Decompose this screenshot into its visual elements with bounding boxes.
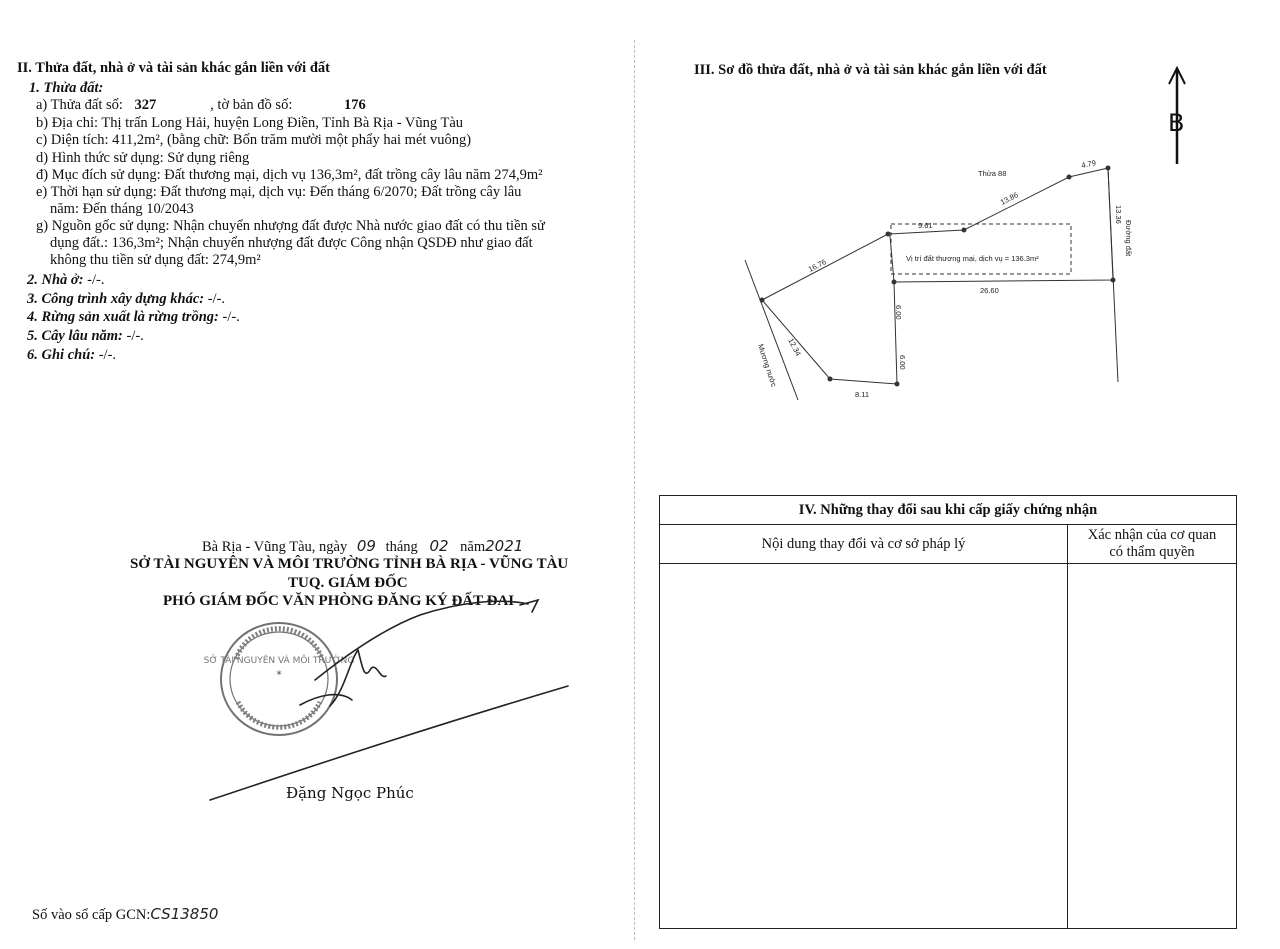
- authority-delegation: TUQ. GIÁM ĐỐC: [288, 575, 408, 591]
- north-label: B: [1168, 109, 1185, 137]
- section-4-title: IV. Những thay đổi sau khi cấp giấy chứng nhận: [660, 496, 1237, 525]
- changes-confirmation-cell: [1068, 564, 1237, 929]
- item-1-title: 1. Thửa đất:: [29, 80, 104, 96]
- parcel-number-label: a) Thửa đất số:: [36, 97, 123, 113]
- dim-12-34: 12.34: [786, 336, 803, 358]
- stamp-text: SỞ TÀI NGUYÊN VÀ MÔI TRƯỜNG: [203, 656, 355, 666]
- address-line: b) Địa chỉ: Thị trấn Long Hải, huyện Long Điền, Tỉnh Bà Rịa - Vũng Tàu: [36, 115, 464, 131]
- parcel-boundary: [762, 168, 1113, 384]
- changes-table: [659, 495, 1237, 929]
- dim-13-86: 13.86: [998, 190, 1020, 207]
- usage-term-line: e) Thời hạn sử dụng: Đất thương mại, dịch vụ: Đến tháng 6/2070; Đất trồng cây lâu: [36, 184, 522, 200]
- dim-16-76: 16.76: [806, 257, 828, 274]
- signing-day: 09: [356, 537, 376, 555]
- north-arrow-icon: [1160, 66, 1196, 166]
- authority-name: SỞ TÀI NGUYÊN VÀ MÔI TRƯỜNG TỈNH BÀ RỊA - VŨNG TÀU: [130, 556, 569, 572]
- section-2-title: II. Thửa đất, nhà ở và tài sản khác gắn liền với đất: [17, 60, 330, 76]
- section-3-title: III. Sơ đồ thửa đất, nhà ở và tài sản khác gắn liền với đất: [694, 62, 1047, 78]
- signing-month: 02: [429, 537, 449, 555]
- item-other-construction: 3. Công trình xây dựng khác: -/-.: [27, 291, 226, 307]
- dim-4-79: 4.79: [1080, 158, 1097, 170]
- signing-place: Bà Rịa - Vũng Tàu, ngày: [202, 539, 348, 555]
- origin-line: g) Nguồn gốc sử dụng: Nhận chuyển nhượng đất được Nhà nước giao đất có thu tiền sử: [36, 218, 545, 234]
- dim-8-11: 8.11: [855, 390, 870, 399]
- canal-label: Mương nước: [756, 342, 779, 388]
- changes-content-cell: [660, 564, 1068, 929]
- commercial-zone: [891, 224, 1071, 274]
- signing-year: 2021: [485, 537, 524, 555]
- area-line: c) Diện tích: 411,2m², (bằng chữ: Bốn trăm mười một phẩy hai mét vuông): [36, 132, 472, 148]
- authority-title: PHÓ GIÁM ĐỐC VĂN PHÒNG ĐĂNG KÝ ĐẤT ĐAI: [163, 593, 515, 609]
- map-sheet-number: 176: [343, 97, 366, 113]
- dim-6-00-a: 6.00: [894, 305, 903, 320]
- registry-number-line: [32, 905, 218, 924]
- dim-13-36: 13.36: [1114, 205, 1123, 224]
- origin-line-2: dụng đất.: 136,3m²; Nhận chuyển nhượng đất được Công nhận QSDĐ như giao đất: [50, 235, 533, 251]
- dim-9-61: 9.61: [918, 221, 933, 230]
- registry-label: Số vào sổ cấp GCN:: [32, 907, 151, 923]
- item-perennial-trees: 5. Cây lâu năm: -/-.: [27, 328, 144, 344]
- zone-label: Vị trí đất thương mại, dịch vụ = 136.3m²: [906, 254, 1039, 263]
- dim-26-60: 26.60: [980, 286, 999, 295]
- page-fold: [634, 40, 635, 940]
- svg-text:✶: ✶: [275, 669, 283, 679]
- road-label: Đường đất: [1124, 220, 1133, 257]
- official-stamp: [204, 623, 355, 735]
- column-header-content: Nội dung thay đổi và cơ sở pháp lý: [660, 525, 1068, 564]
- column-header-confirmation: Xác nhận của cơ quan có thẩm quyền: [1068, 525, 1237, 564]
- signing-month-label: tháng: [385, 539, 418, 555]
- usage-term-line-2: năm: Đến tháng 10/2043: [50, 201, 194, 217]
- usage-purpose-line: đ) Mục đích sử dụng: Đất thương mại, dịch vụ 136,3m², đất trồng cây lâu năm 274,9m²: [36, 167, 543, 183]
- signing-year-label: năm: [460, 539, 486, 555]
- usage-form-line: d) Hình thức sử dụng: Sử dụng riêng: [36, 150, 250, 166]
- item-production-forest: 4. Rừng sản xuất là rừng trồng: -/-.: [27, 309, 240, 325]
- item-house: 2. Nhà ở: -/-.: [27, 272, 105, 288]
- neighbor-label: Thửa 88: [978, 169, 1007, 178]
- plot-diagram: [730, 150, 1150, 410]
- item-notes: 6. Ghi chú: -/-.: [27, 347, 117, 363]
- dim-6-00-b: 6.00: [898, 355, 907, 370]
- map-sheet-label: , tờ bản đồ số:: [210, 97, 293, 113]
- signer-name: Đặng Ngọc Phúc: [286, 784, 414, 802]
- road-line: [1108, 168, 1118, 382]
- origin-line-3: không thu tiền sử dụng đất: 274,9m²: [50, 252, 261, 268]
- registry-number: CS13850: [150, 905, 219, 923]
- parcel-number: 327: [134, 97, 157, 113]
